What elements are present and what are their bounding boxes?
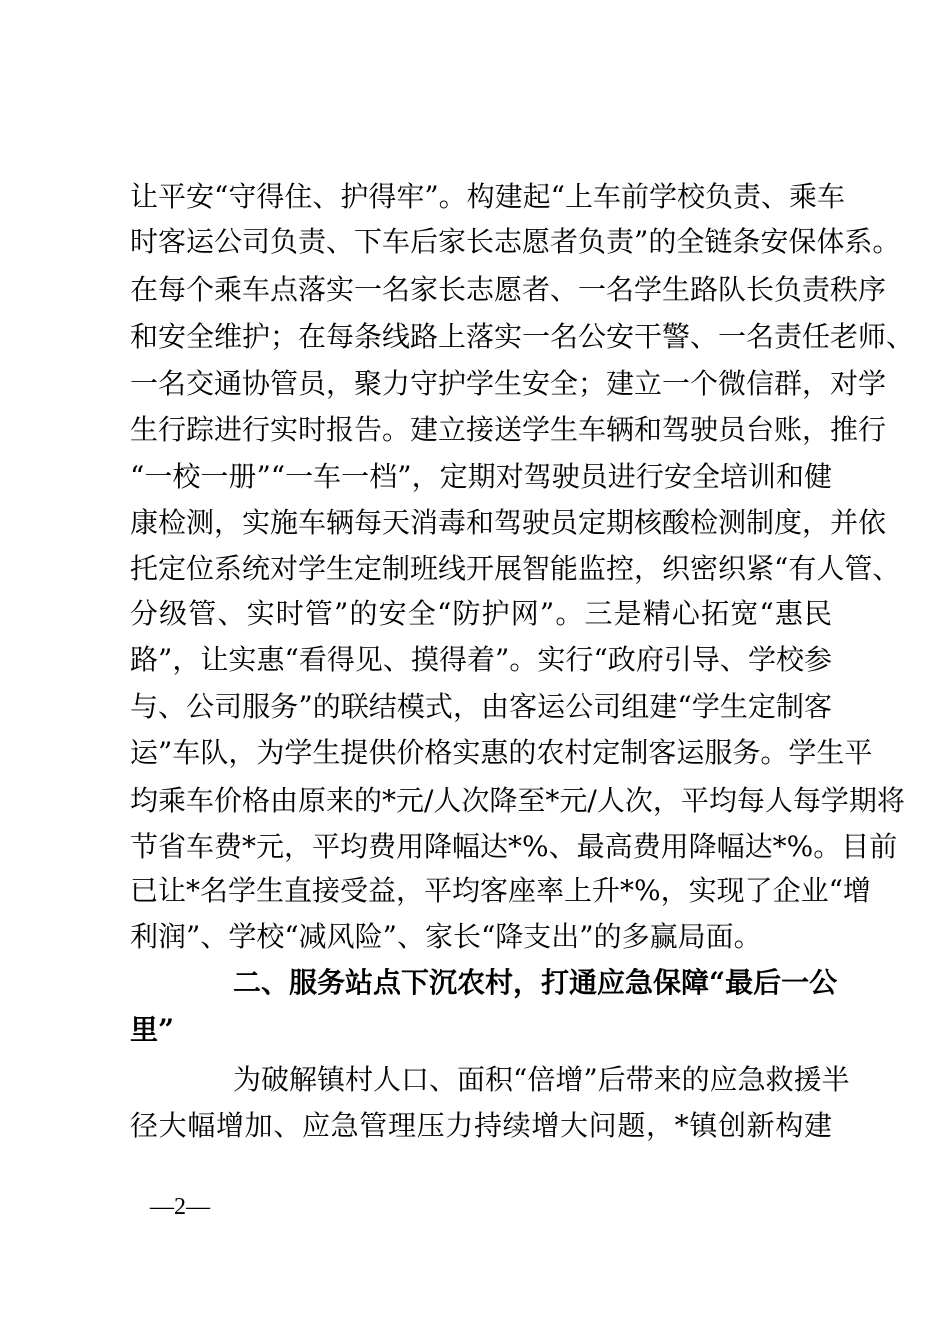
- text-line: 分级管、实时管”的安全“防护网”。三是精心拓宽“惠民: [130, 597, 832, 630]
- text-line: 运”车队，为学生提供价格实惠的农村定制客运服务。学生平: [130, 736, 873, 769]
- text-line: 节省车费*元，平均费用降幅达*%、最高费用降幅达*%。目前: [130, 830, 898, 863]
- text-line: 径大幅增加、应急管理压力持续增大问题，*镇创新构建: [130, 1109, 832, 1142]
- text-line: “一校一册”“一车一档”，定期对驾驶员进行安全培训和健: [130, 460, 832, 493]
- text-line: 与、公司服务”的联结模式，由客运公司组建“学生定制客: [130, 690, 832, 723]
- text-line: 一名交通协管员，聚力守护学生安全；建立一个微信群，对学: [130, 367, 887, 400]
- text-line: 时客运公司负责、下车后家长志愿者负责”的全链条安保体系。: [130, 225, 901, 258]
- text-line: 路”，让实惠“看得见、摸得着”。实行“政府引导、学校参: [130, 643, 832, 676]
- text-line: 在每个乘车点落实一名家长志愿者、一名学生路队长负责秩序: [130, 273, 887, 306]
- text-line: 和安全维护；在每条线路上落实一名公安干警、一名责任老师、: [130, 320, 915, 353]
- text-line: 为破解镇村人口、面积“倍增”后带来的应急救援半: [233, 1063, 850, 1096]
- text-line: 生行踪进行实时报告。建立接送学生车辆和驾驶员台账，推行: [130, 413, 887, 446]
- text-line: 均乘车价格由原来的*元/人次降至*元/人次，平均每人每学期将: [130, 784, 905, 817]
- section-heading-continued: 里”: [130, 1013, 175, 1046]
- text-line: 康检测，实施车辆每天消毒和驾驶员定期核酸检测制度，并依: [130, 506, 887, 539]
- text-line: 让平安“守得住、护得牢”。构建起“上车前学校负责、乘车: [130, 180, 845, 213]
- section-heading: 二、服务站点下沉农村，打通应急保障“最后一公: [233, 966, 838, 999]
- text-line: 已让*名学生直接受益，平均客座率上升*%，实现了企业“增: [130, 874, 871, 907]
- text-line: 利润”、学校“减风险”、家长“降支出”的多赢局面。: [130, 920, 762, 953]
- text-line: 托定位系统对学生定制班线开展智能监控，织密织紧“有人管、: [130, 552, 901, 585]
- page-number: —2—: [150, 1194, 210, 1220]
